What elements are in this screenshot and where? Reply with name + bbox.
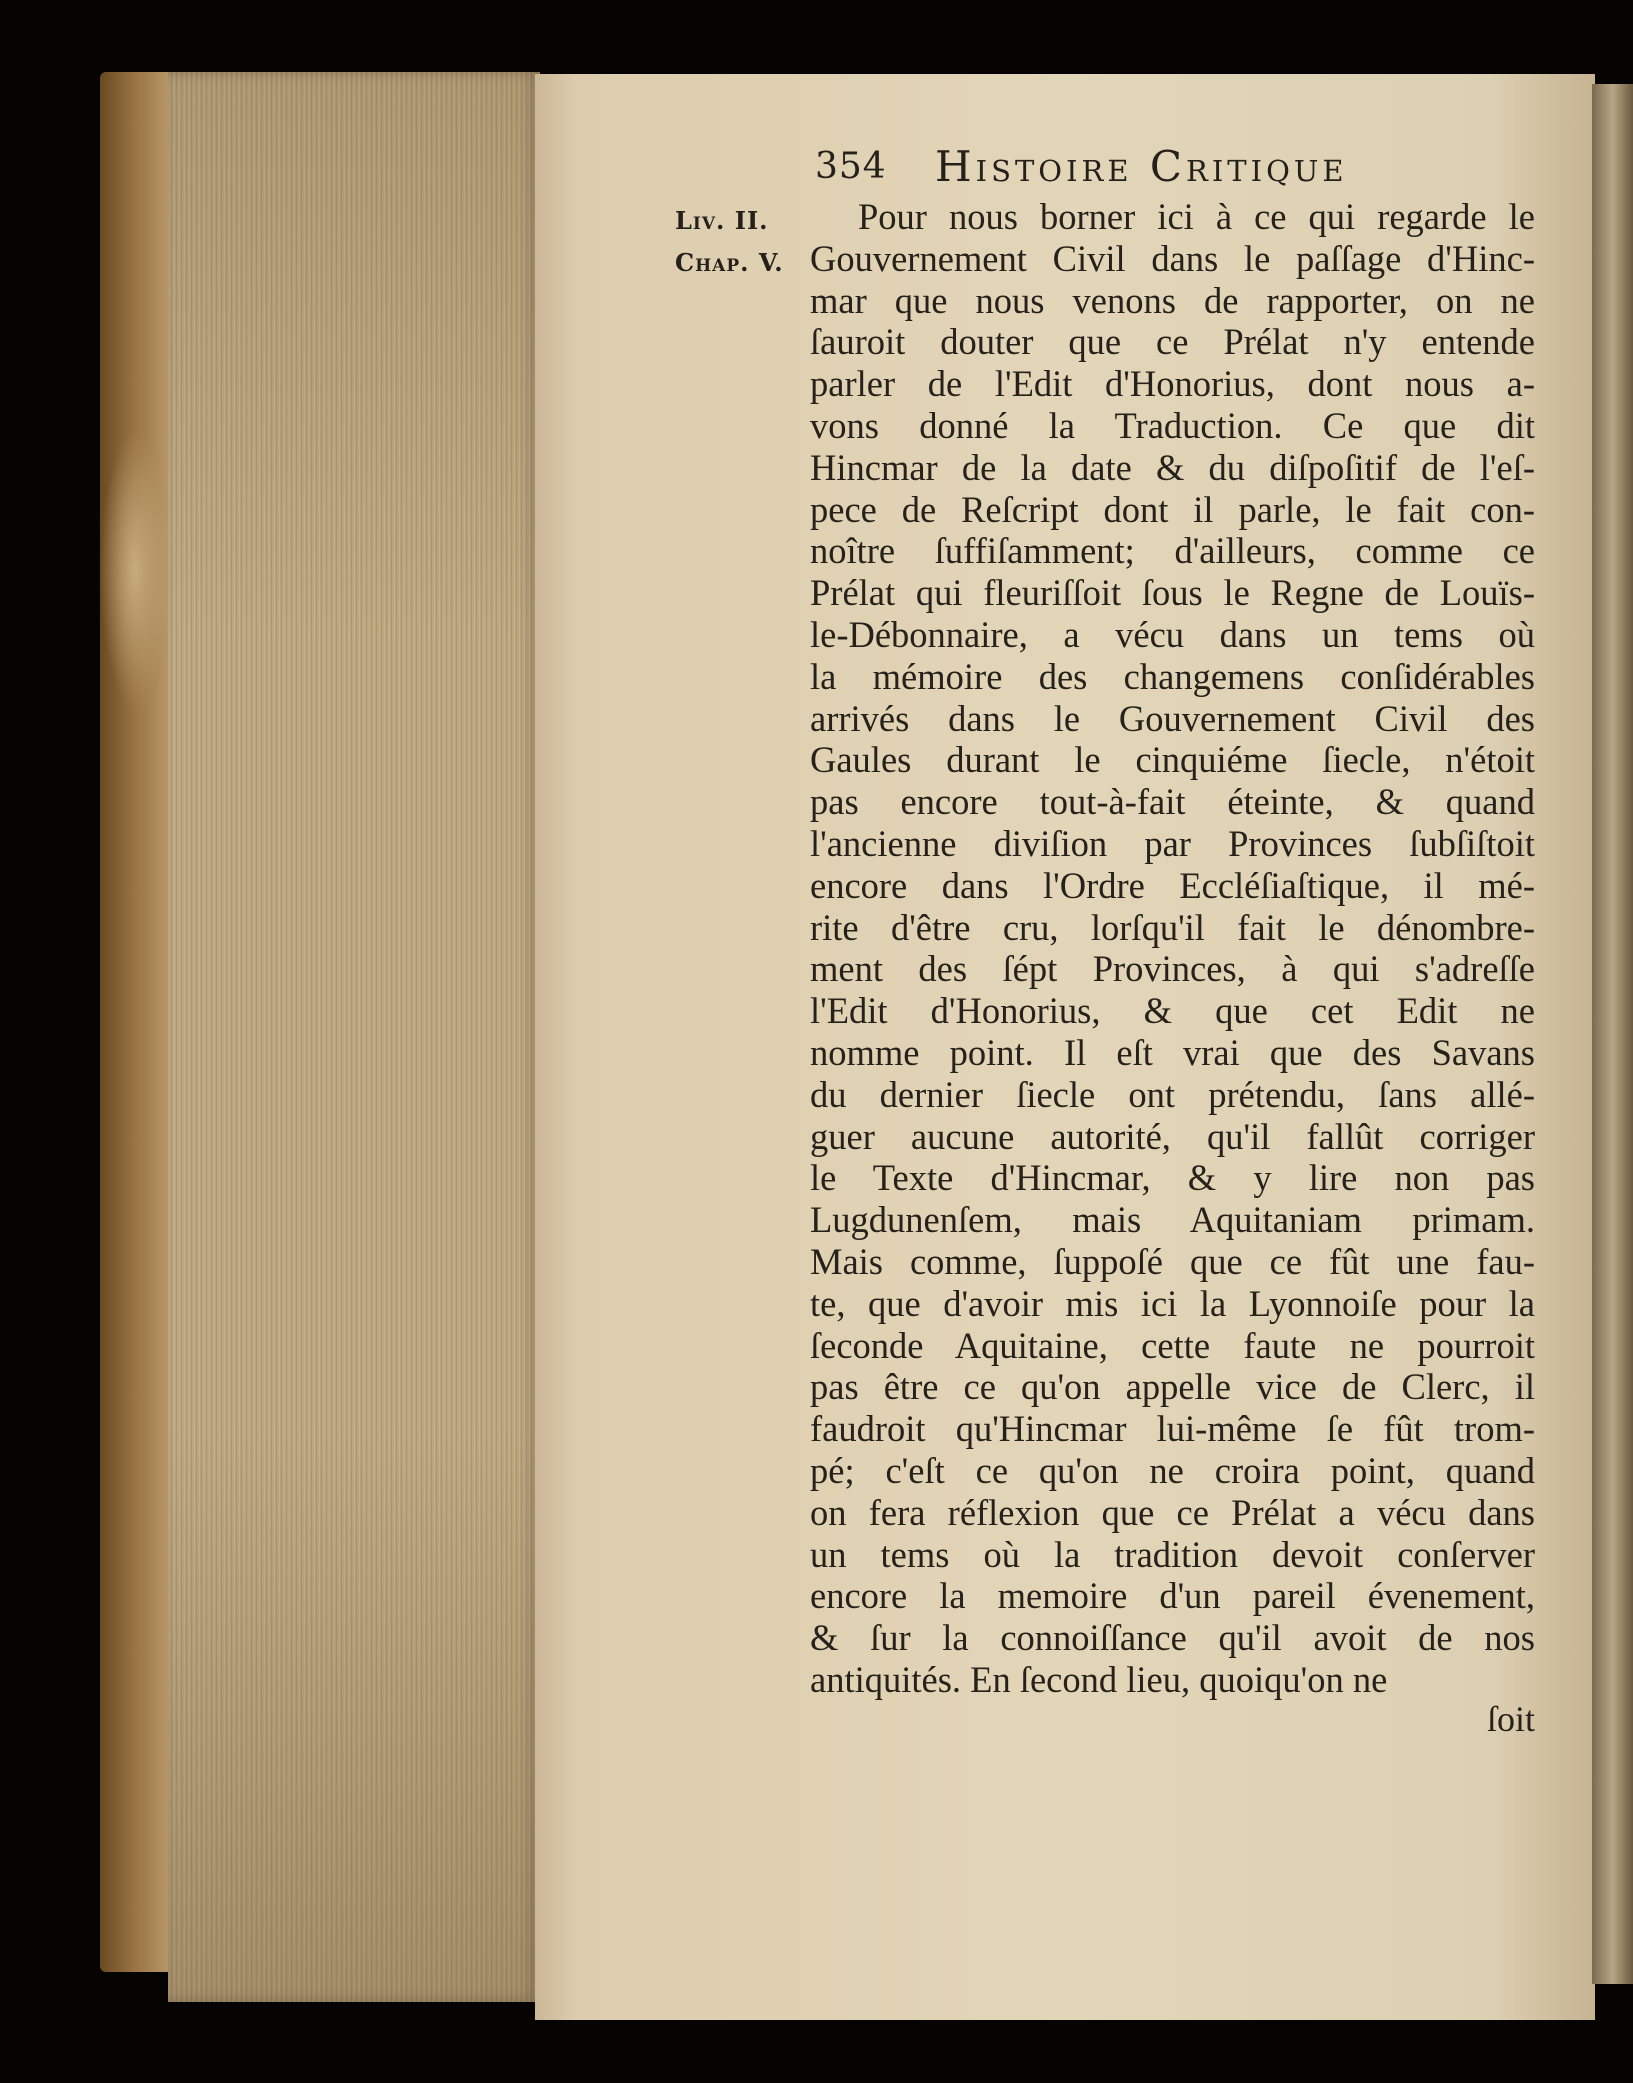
page-block-shading	[168, 72, 540, 2002]
text-line: ſauroit douter que ce Prélat n'y entende	[810, 321, 1535, 363]
running-head	[815, 140, 1455, 200]
text-line: pas encore tout-à-fait éteinte, & quand	[810, 781, 1535, 823]
text-line: vons donné la Traduction. Ce que dit	[810, 404, 1535, 446]
text-line: Lugdunenſem, mais Aquitaniam primam.	[810, 1199, 1535, 1241]
margin-note	[675, 200, 805, 284]
text-line: Gaules durant le cinquiéme ſiecle, n'étoit	[810, 739, 1535, 781]
text-line: Pour nous borner ici à ce qui regarde le	[858, 196, 1535, 237]
text-line: l'ancienne diviſion par Provinces ſubſiſtoit	[810, 822, 1535, 864]
text-line: un tems où la tradition devoit conſerver	[810, 1533, 1535, 1575]
text-line: ſeconde Aquitaine, cette faute ne pourroit	[810, 1324, 1535, 1366]
page-number: 354	[815, 146, 887, 187]
text-line: guer aucune autorité, qu'il fallût corriger	[810, 1115, 1535, 1157]
text-line: encore dans l'Ordre Eccléſiaſtique, il mé-	[810, 864, 1535, 906]
text-line: Prélat qui fleuriſſoit ſous le Regne de Louïs-	[810, 572, 1535, 614]
text-line: noître ſuffiſamment; d'ailleurs, comme ce	[810, 530, 1535, 572]
text-line: pas être ce qu'on appelle vice de Clerc, il	[810, 1366, 1535, 1408]
margin-note-book: Liv. II.	[675, 206, 769, 235]
facing-page-edge	[1592, 84, 1633, 1984]
text-line: ment des ſépt Provinces, à qui s'adreſſe	[810, 948, 1535, 990]
cover-stain	[100, 430, 170, 710]
text-line: Gouvernement Civil dans le paſſage d'Hinc-	[810, 237, 1535, 279]
text-line: encore la memoire d'un pareil évenement,	[810, 1575, 1535, 1617]
text-line: la mémoire des changemens conſidérables	[810, 655, 1535, 697]
text-line: Mais comme, ſuppoſé que ce fût une fau-	[810, 1240, 1535, 1282]
catchword: ſoit	[1486, 1699, 1535, 1739]
running-head-title: Histoire Critique	[935, 142, 1348, 191]
text-line: nomme point. Il eſt vrai que des Savans	[810, 1031, 1535, 1073]
text-line: arrivés dans le Gouvernement Civil des	[810, 697, 1535, 739]
text-line: pece de Reſcript dont il parle, le fait con-	[810, 488, 1535, 530]
text-line: on fera réflexion que ce Prélat a vécu dans	[810, 1491, 1535, 1533]
text-line: le Texte d'Hincmar, & y lire non pas	[810, 1157, 1535, 1199]
text-line: rite d'être cru, lorſqu'il fait le dénombre-	[810, 906, 1535, 948]
text-line: du dernier ſiecle ont prétendu, ſans allé-	[810, 1073, 1535, 1115]
text-line: pé; c'eſt ce qu'on ne croira point, quand	[810, 1449, 1535, 1491]
text-line: Hincmar de la date & du diſpoſitif de l'eſ-	[810, 446, 1535, 488]
body-text	[810, 196, 1535, 1701]
margin-note-chapter: Chap. V.	[675, 248, 784, 277]
text-line: antiquités. En ſecond lieu, quoiqu'on ne	[810, 1658, 1388, 1700]
text-line: l'Edit d'Honorius, & que cet Edit ne	[810, 990, 1535, 1032]
text-line: & ſur la connoiſſance qu'il avoit de nos	[810, 1617, 1535, 1659]
text-line: parler de l'Edit d'Honorius, dont nous a-	[810, 363, 1535, 405]
text-line: le-Débonnaire, a vécu dans un tems où	[810, 613, 1535, 655]
text-line: mar que nous venons de rapporter, on ne	[810, 279, 1535, 321]
text-line: faudroit qu'Hincmar lui-même ſe fût trom-	[810, 1408, 1535, 1450]
text-line: te, que d'avoir mis ici la Lyonnoiſe pour la	[810, 1282, 1535, 1324]
